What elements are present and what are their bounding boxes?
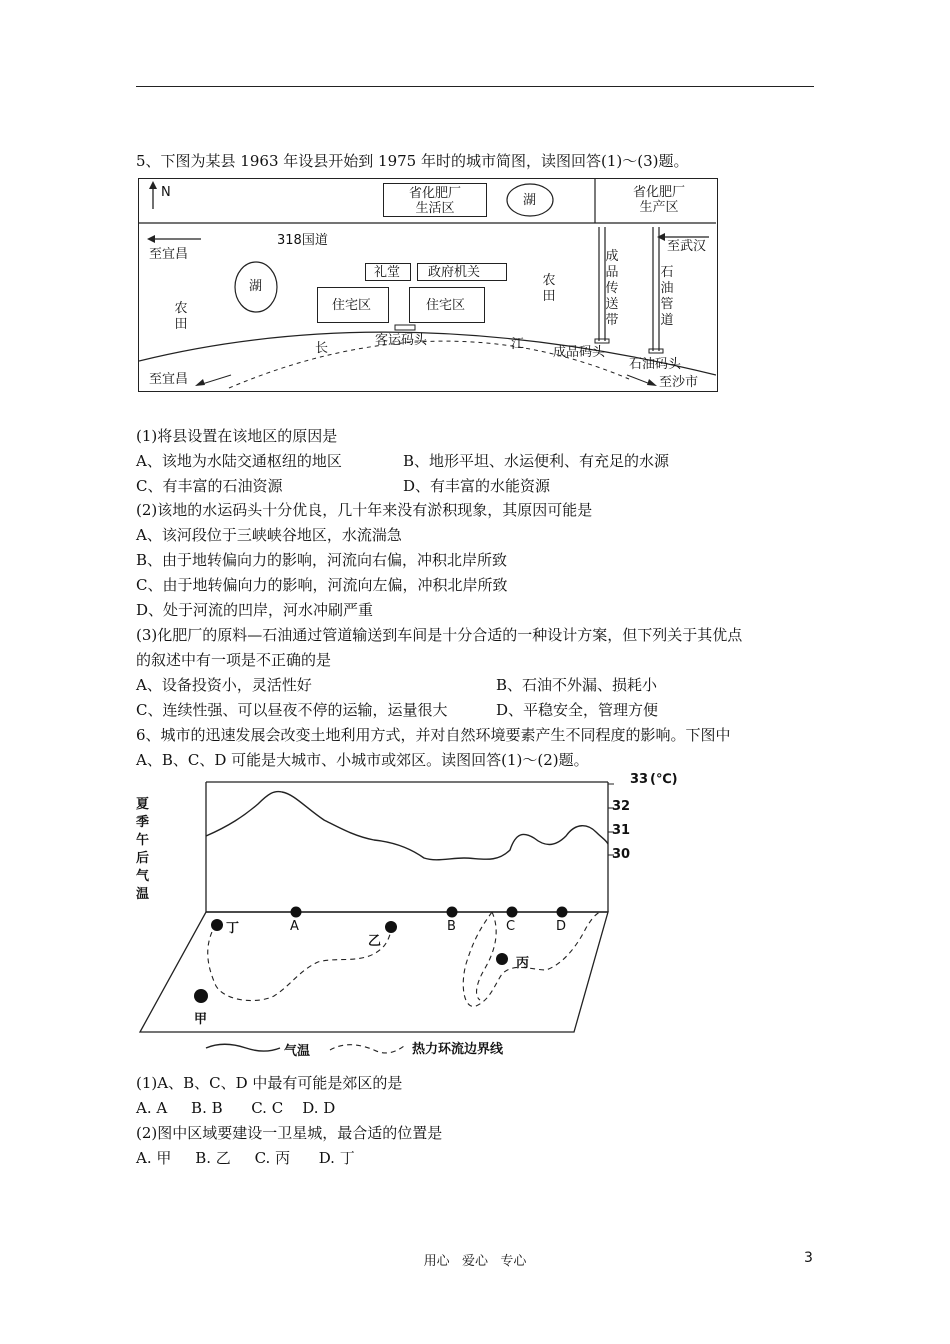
lake-top-label: 湖 bbox=[523, 193, 537, 208]
site-jia: 甲 bbox=[194, 1012, 208, 1027]
q5-p3-b: B、石油不外漏、损耗小 bbox=[496, 676, 658, 694]
to-shashi: 至沙市 bbox=[659, 375, 699, 390]
point-D-label: D bbox=[556, 919, 567, 934]
passenger-wharf-label: 客运码头 bbox=[375, 333, 428, 348]
lake-left-label: 湖 bbox=[249, 279, 263, 294]
fert-life-label: 省化肥厂 生活区 bbox=[408, 186, 461, 216]
hall-box bbox=[365, 263, 411, 281]
tick-31: 31 bbox=[612, 823, 631, 838]
q5-p1: (1)将县设置在该地区的原因是 bbox=[136, 427, 338, 445]
gov-label: 政府机关 bbox=[428, 265, 481, 280]
q5-p2-d: D、处于河流的凹岸，河水冲刷严重 bbox=[136, 601, 374, 619]
north-label: N bbox=[161, 185, 171, 200]
res2-label: 住宅区 bbox=[426, 298, 466, 313]
fert-prod-label: 省化肥厂 生产区 bbox=[632, 185, 685, 215]
q6-p1-options: A. A B. B C. C D. D bbox=[136, 1099, 336, 1117]
legend-temp: 气温 bbox=[284, 1044, 311, 1059]
site-bing: 丙 bbox=[516, 956, 530, 971]
q5-p2-b: B、由于地转偏向力的影响，河流向右偏，冲积北岸所致 bbox=[136, 551, 508, 569]
tick-32: 32 bbox=[612, 799, 631, 814]
jiang-label: 江 bbox=[511, 337, 525, 352]
residential-box-1 bbox=[317, 287, 389, 323]
q5-p3-stem-2: 的叙述中有一项是不正确的是 bbox=[136, 651, 332, 669]
q5-p1-a: A、该地为水陆交通枢纽的地区 bbox=[136, 452, 342, 470]
point-B-label: B bbox=[447, 919, 456, 934]
q6-p2: (2)图中区域要建设一卫星城，最合适的位置是 bbox=[136, 1124, 443, 1142]
to-yichang-top: 至宜昌 bbox=[149, 247, 189, 262]
q5-stem: 5、下图为某县 1963 年设县开始到 1975 年时的城市简图，读图回答(1)～(3)题。 bbox=[136, 152, 689, 170]
to-yichang-bottom: 至宜昌 bbox=[149, 372, 189, 387]
to-wuhan: 至武汉 bbox=[667, 239, 707, 254]
res1-label: 住宅区 bbox=[332, 298, 372, 313]
q5-p3-stem-1: (3)化肥厂的原料—石油通过管道输送到车间是十分合适的一种设计方案，但下列关于其优点 bbox=[136, 626, 743, 644]
q5-p1-c: C、有丰富的石油资源 bbox=[136, 477, 283, 495]
oil-wharf-label: 石油码头 bbox=[629, 357, 682, 372]
farm-mid-label: 农田 bbox=[542, 273, 556, 304]
q5-p3-d: D、平稳安全，管理方便 bbox=[496, 701, 659, 719]
q6-stem-2: A、B、C、D 可能是大城市、小城市或郊区。读图回答(1)～(2)题。 bbox=[136, 751, 589, 769]
diagram-lines bbox=[134, 774, 674, 1064]
page-number: 3 bbox=[804, 1250, 813, 1266]
tick-30: 30 bbox=[612, 847, 631, 862]
y-axis-label: 夏季午后气温 bbox=[136, 797, 150, 902]
q5-p3-c: C、连续性强、可以昼夜不停的运输，运量很大 bbox=[136, 701, 448, 719]
temperature-diagram bbox=[134, 772, 678, 1064]
residential-box-2 bbox=[409, 287, 485, 323]
unit-label: (℃) bbox=[650, 772, 678, 787]
q6-p2-options: A. 甲 B. 乙 C. 丙 D. 丁 bbox=[136, 1149, 355, 1167]
top-rule bbox=[136, 86, 814, 87]
q5-p1-b: B、地形平坦、水运便利、有充足的水源 bbox=[403, 452, 670, 470]
q5-p2-a: A、该河段位于三峡峡谷地区，水流湍急 bbox=[136, 526, 402, 544]
farm-left-label: 农田 bbox=[174, 301, 188, 332]
chang-label: 长 bbox=[315, 341, 329, 356]
product-wharf-label: 成品码头 bbox=[553, 345, 606, 360]
q5-p2-c: C、由于地转偏向力的影响，河流向左偏，冲积北岸所致 bbox=[136, 576, 508, 594]
q6-p1: (1)A、B、C、D 中最有可能是郊区的是 bbox=[136, 1074, 403, 1092]
page-footer: 用心 爱心 专心 bbox=[423, 1254, 527, 1269]
point-C-label: C bbox=[506, 919, 516, 934]
gov-box bbox=[417, 263, 507, 281]
road-label: 318国道 bbox=[277, 233, 328, 248]
q5-p3-a: A、设备投资小，灵活性好 bbox=[136, 676, 312, 694]
q5-p2: (2)该地的水运码头十分优良，几十年来没有淤积现象，其原因可能是 bbox=[136, 501, 593, 519]
q5-p1-d: D、有丰富的水能资源 bbox=[403, 477, 551, 495]
hall-label: 礼堂 bbox=[374, 265, 401, 280]
fert-life-box bbox=[383, 183, 487, 217]
county-map bbox=[138, 178, 718, 392]
oil-pipe-label: 石油管道 bbox=[660, 265, 674, 328]
site-ding: 丁 bbox=[226, 921, 240, 936]
tick-33: 33 bbox=[630, 772, 649, 787]
q6-stem-1: 6、城市的迅速发展会改变土地利用方式，并对自然环境要素产生不同程度的影响。下图中 bbox=[136, 726, 731, 744]
point-A-label: A bbox=[290, 919, 299, 934]
site-yi: 乙 bbox=[368, 934, 382, 949]
conveyor-label: 成品传送带 bbox=[605, 249, 619, 328]
legend-boundary: 热力环流边界线 bbox=[412, 1042, 504, 1057]
